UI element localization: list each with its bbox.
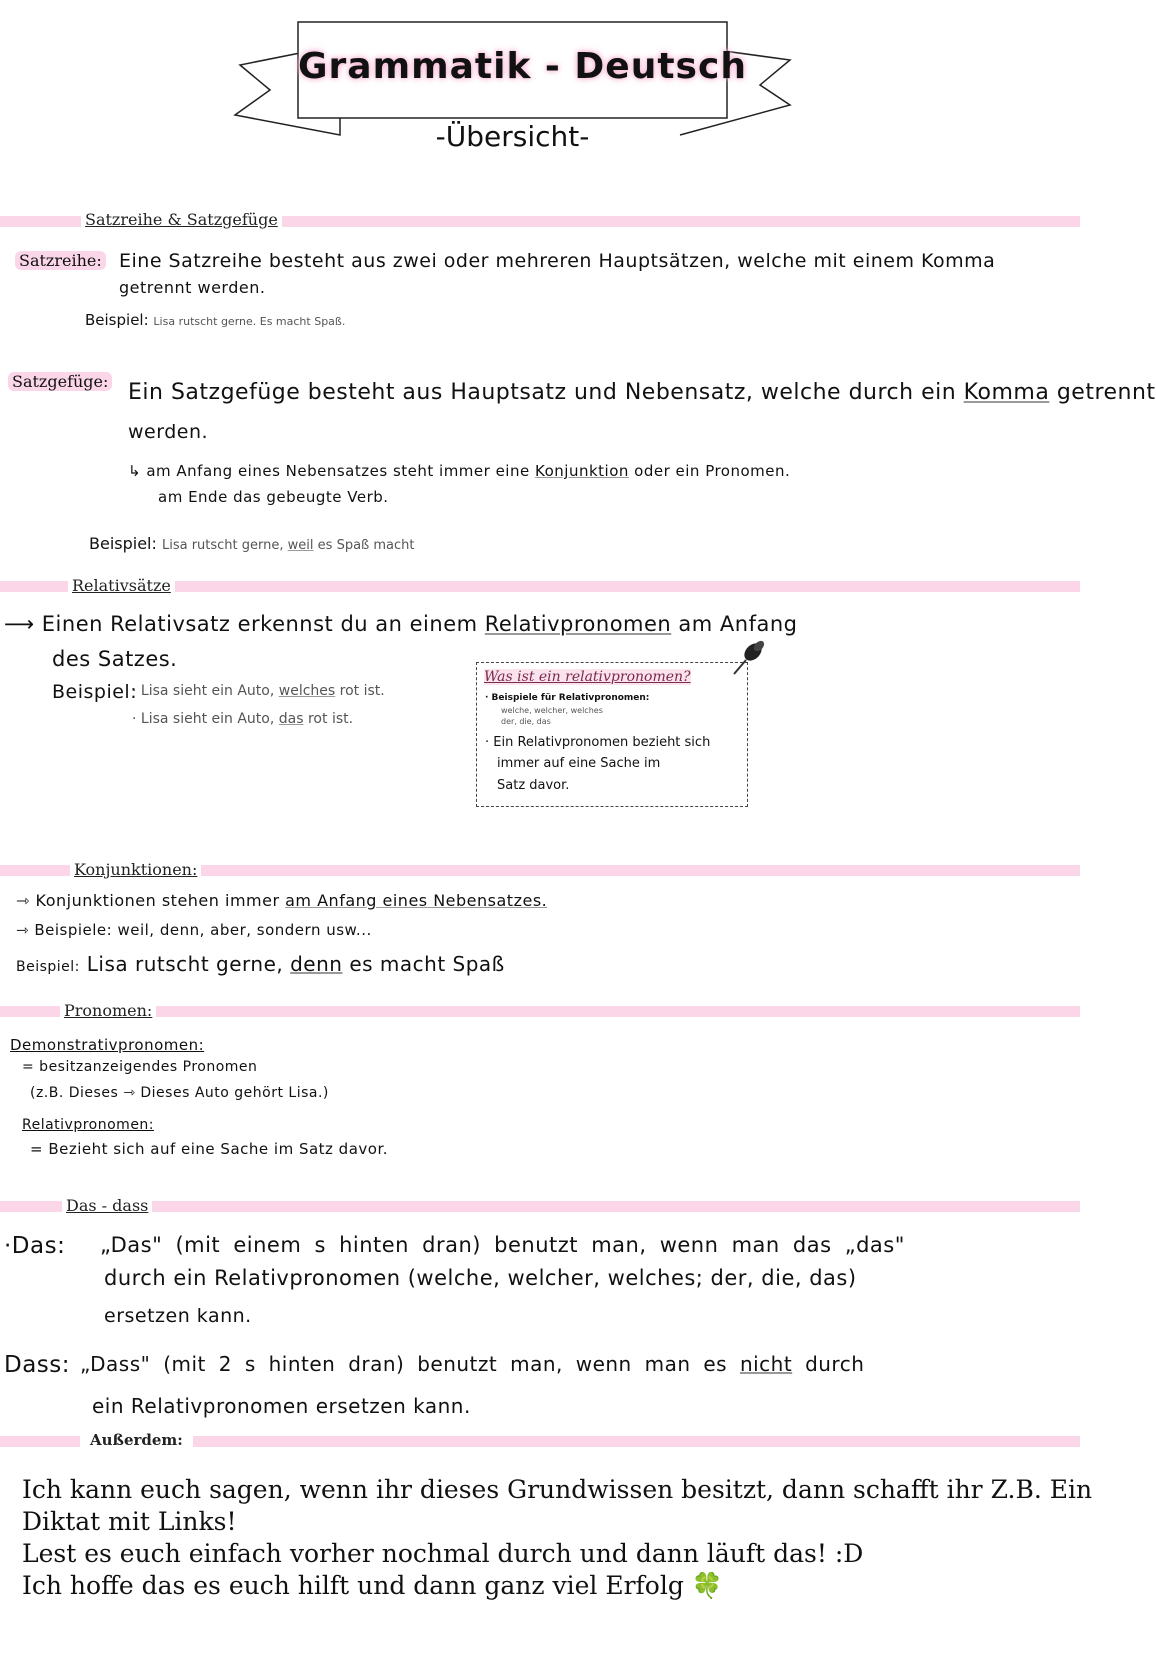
info-box-text: der, die, das: [501, 717, 551, 726]
section-heading: Relativsätze: [68, 576, 175, 595]
info-box-text: · Ein Relativpronomen bezieht sich: [485, 735, 711, 750]
closing-line: Ich kann euch sagen, wenn ihr dieses Grundwissen besitzt, dann schafft ihr Z.B. Ein: [22, 1475, 1093, 1504]
konj-text: ⇾ Konjunktionen stehen immer: [16, 891, 280, 910]
pron-text: = besitzanzeigendes Pronomen: [22, 1059, 258, 1075]
satzgefuege-text: werden.: [128, 421, 209, 443]
example-text: · Lisa sieht ein Auto,: [132, 683, 275, 699]
subheading: Demonstrativpronomen:: [10, 1036, 205, 1054]
section-heading: Pronomen:: [60, 1001, 156, 1020]
satzreihe-text: Eine Satzreihe besteht aus zwei oder mehreren Hauptsätzen, welche mit einem Komma: [119, 250, 996, 272]
satzgefuege-text: Ein Satzgefüge besteht aus Hauptsatz und Nebensatz, welche durch ein: [128, 380, 957, 405]
dass-label: Dass:: [4, 1352, 71, 1378]
satzreihe-text: getrennt werden.: [119, 278, 266, 297]
example-label: Beispiel:: [85, 311, 149, 329]
satzgefuege-label: Satzgefüge:: [8, 372, 112, 391]
info-box-title: Was ist ein relativpronomen?: [484, 669, 691, 685]
dass-text: durch: [805, 1352, 865, 1376]
note-text: oder ein Pronomen.: [634, 462, 791, 480]
closing-line: Ich hoffe das es euch hilft und dann ganz viel Erfolg: [22, 1571, 684, 1600]
subheading: Relativpronomen:: [22, 1117, 155, 1133]
info-box-text: immer auf eine Sache im: [497, 756, 661, 771]
info-box: [476, 662, 748, 807]
example-text: es Spaß macht: [317, 538, 415, 553]
underlined-word: Komma: [963, 380, 1050, 405]
page-subtitle: -Übersicht-: [435, 120, 590, 153]
underlined-word: Konjunktion: [535, 462, 629, 480]
closing-line: Lest es euch einfach vorher nochmal durch und dann läuft das! :D: [22, 1539, 864, 1568]
section-heading: Das - dass: [62, 1196, 152, 1215]
section-band: [0, 1006, 1080, 1017]
note-text: am Ende das gebeugte Verb.: [158, 488, 389, 506]
underlined-word: weil: [287, 538, 314, 553]
das-label: ·Das:: [4, 1233, 66, 1259]
example-text: Lisa rutscht gerne. Es macht Spaß.: [153, 315, 346, 328]
section-heading: Satzreihe & Satzgefüge: [81, 210, 282, 229]
example-text: rot ist.: [339, 683, 385, 699]
das-text: durch ein Relativpronomen (welche, welcher, welches; der, die, das): [104, 1266, 857, 1290]
underlined-phrase: am Anfang eines Nebensatzes.: [285, 891, 548, 910]
dass-text: „Dass" (mit 2 s hinten dran) benutzt man, wenn man es: [80, 1352, 728, 1376]
page-title: Grammatik - Deutsch: [298, 46, 747, 87]
example-text: Lisa rutscht gerne,: [86, 952, 284, 976]
pron-text: (z.B. Dieses ⇾ Dieses Auto gehört Lisa.): [30, 1085, 329, 1101]
clover-icon: 🍀: [691, 1571, 723, 1600]
info-box-text: Satz davor.: [497, 778, 570, 793]
example-text: Lisa rutscht gerne,: [161, 538, 284, 553]
underlined-word: nicht: [739, 1352, 793, 1376]
example-label: Beispiel:: [89, 534, 157, 553]
underlined-word: welches: [278, 683, 336, 699]
relativ-text: des Satzes.: [52, 647, 178, 671]
info-box-text: welche, welcher, welches: [501, 706, 603, 715]
closing-line: Diktat mit Links!: [22, 1507, 237, 1536]
pushpin-icon: [728, 638, 768, 678]
example-text: es macht Spaß: [349, 952, 505, 976]
underlined-word: denn: [290, 952, 343, 976]
relativ-text: ⟶ Einen Relativsatz erkennst du an einem: [4, 612, 478, 636]
example-text: rot ist.: [307, 711, 354, 727]
underlined-word: Relativpronomen: [484, 612, 672, 636]
closing-text: [22, 1474, 1092, 1602]
das-text: ersetzen kann.: [104, 1305, 252, 1327]
example-label: Beispiel:: [16, 959, 80, 975]
example-text: · Lisa sieht ein Auto,: [132, 711, 275, 727]
section-heading: Außerdem:: [80, 1431, 193, 1449]
das-text: „Das" (mit einem s hinten dran) benutzt man, wenn man das „das": [100, 1233, 905, 1257]
info-box-text: · Beispiele für Relativpronomen:: [485, 693, 650, 703]
example-label: Beispiel:: [52, 681, 138, 703]
relativ-text: am Anfang: [678, 612, 798, 636]
pron-text: = Bezieht sich auf eine Sache im Satz davor.: [30, 1140, 389, 1158]
underlined-word: das: [278, 711, 304, 727]
dass-text: ein Relativpronomen ersetzen kann.: [92, 1394, 471, 1418]
section-band: [0, 1201, 1080, 1212]
konj-text: ⇾ Beispiele: weil, denn, aber, sondern usw...: [16, 921, 372, 939]
satzgefuege-text: getrennt: [1056, 380, 1156, 405]
note-text: ↳ am Anfang eines Nebensatzes steht immer eine: [128, 462, 530, 480]
section-heading: Konjunktionen:: [70, 860, 201, 879]
satzreihe-label: Satzreihe:: [15, 251, 106, 270]
